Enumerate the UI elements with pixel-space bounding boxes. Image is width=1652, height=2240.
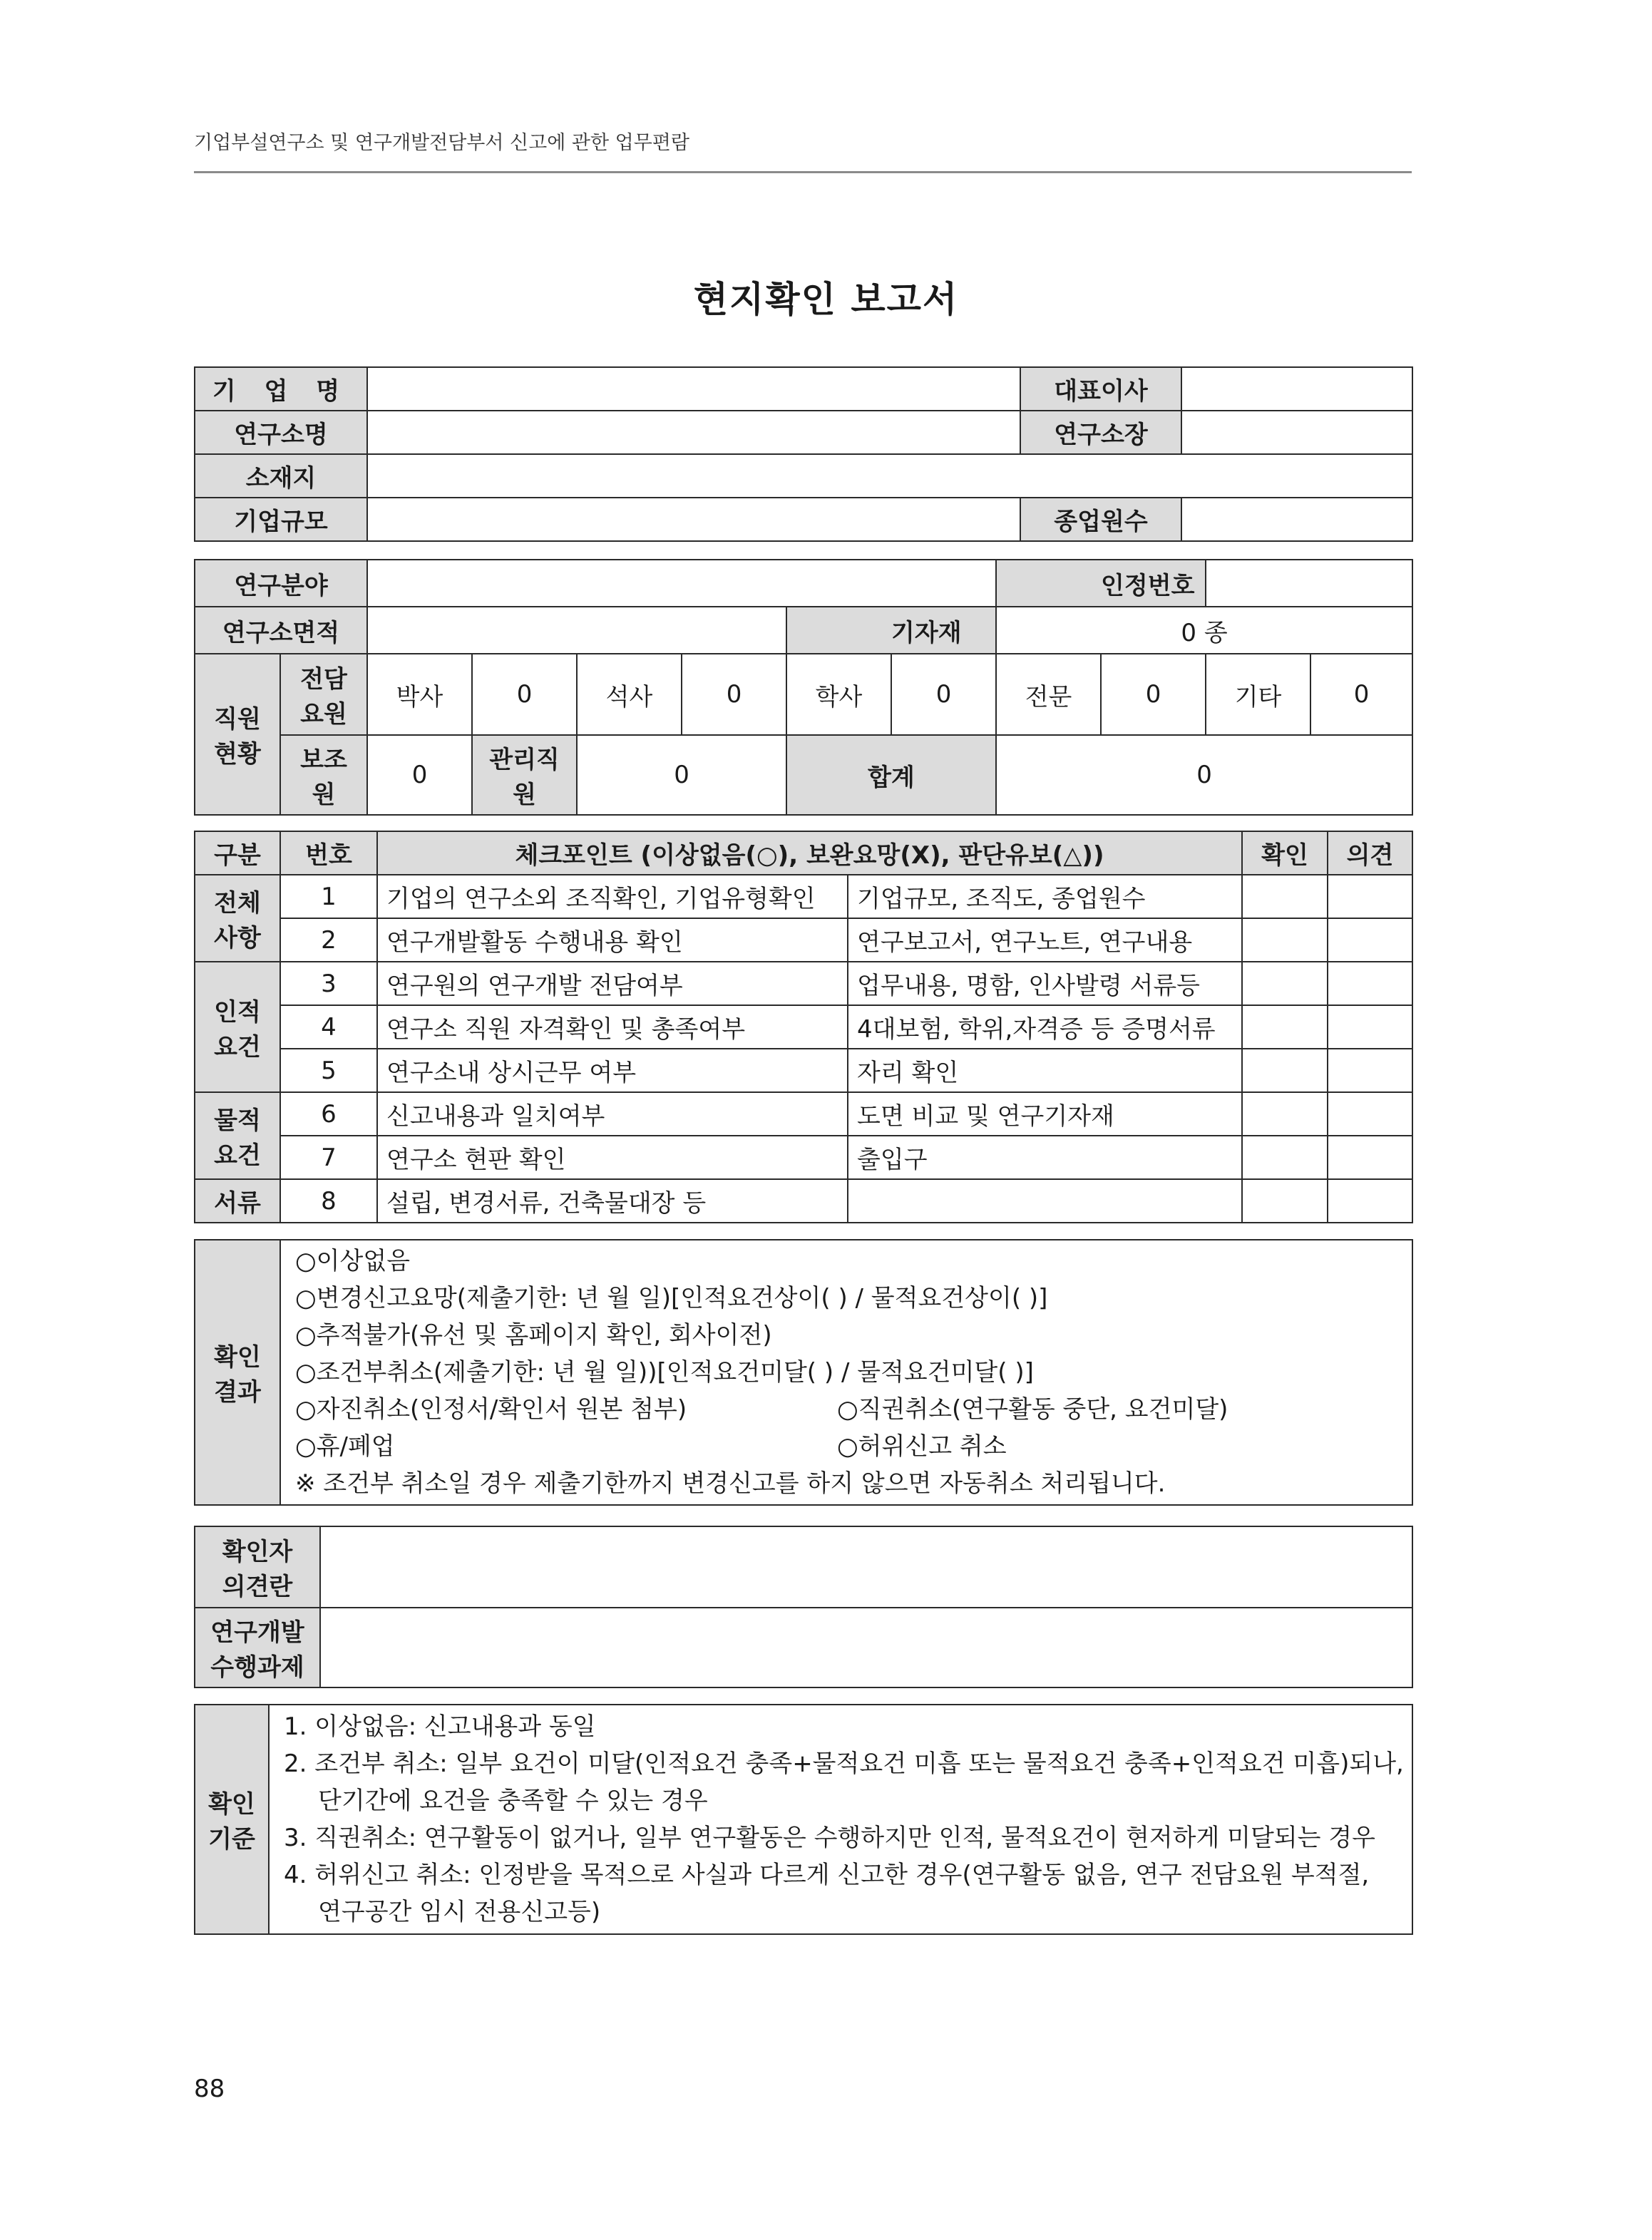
row-opinion-cell[interactable] (1328, 1092, 1412, 1136)
row-detail: 업무내용, 명함, 인사발령 서류등 (848, 962, 1242, 1005)
company-info-table (194, 366, 1413, 542)
category-personnel-line2: 요건 (214, 1032, 261, 1062)
rnd-label-line1: 연구개발 (210, 1618, 304, 1647)
criteria-list (269, 1705, 1412, 1934)
col-opinion: 의견 (1328, 831, 1412, 875)
criteria-item: 4. 허위신고 취소: 인정받을 목적으로 사실과 다르게 신고한 경우(연구활동 없음, 연구 전담요원 부적절, (284, 1861, 1370, 1889)
result-option-voluntary-cancel[interactable]: ○자진취소(인정서/확인서 원본 첨부) (295, 1395, 687, 1424)
result-option-change-required[interactable]: ○변경신고요망(제출기한: 년 월 일)[인적요건상이( ) / 물적요건상이( )] (295, 1284, 1048, 1312)
total-value: 0 (996, 735, 1412, 815)
equipment-label: 기자재 (891, 607, 996, 654)
bachelors-label: 학사 (786, 654, 891, 735)
row-item: 연구소 현판 확인 (377, 1136, 848, 1179)
table-row (195, 1179, 1412, 1223)
page-number: 88 (194, 2075, 225, 2103)
row-item: 설립, 변경서류, 건축물대장 등 (377, 1179, 848, 1223)
company-name-label: 기 업 명 (195, 367, 367, 411)
inspector-opinion-field[interactable] (320, 1526, 1412, 1608)
result-row-closure (295, 1428, 1403, 1465)
row-opinion-cell[interactable] (1328, 1049, 1412, 1092)
row-item: 연구원의 연구개발 전담여부 (377, 962, 848, 1005)
cert-no-value[interactable] (1206, 560, 1412, 607)
row-confirm-cell[interactable] (1242, 1005, 1328, 1049)
result-note: ※ 조건부 취소일 경우 제출기한까지 변경신고를 하지 않으면 자동취소 처리됩니다. (295, 1469, 1166, 1498)
criteria-label-line2: 기준 (208, 1825, 255, 1854)
cert-no-label: 인정번호 (1101, 560, 1206, 607)
rnd-task-label (195, 1608, 320, 1687)
row-confirm-cell[interactable] (1242, 875, 1328, 918)
row-detail: 연구보고서, 연구노트, 연구내용 (848, 918, 1242, 962)
cert-no-label-spacer (996, 560, 1101, 607)
staff-label-line2: 현황 (214, 740, 261, 769)
col-number: 번호 (280, 831, 377, 875)
bachelors-value: 0 (891, 654, 996, 735)
row-number: 6 (280, 1092, 377, 1136)
checklist-table (194, 831, 1413, 1223)
rnd-label-line2: 수행과제 (210, 1653, 304, 1682)
criteria-item: 2. 조건부 취소: 일부 요건이 미달(인적요건 충족+물적요건 미흡 또는 물적요건 충족+인적요건 미흡)되나, (284, 1750, 1404, 1778)
category-personnel-line1: 인적 (214, 997, 261, 1027)
location-label: 소재지 (195, 454, 367, 498)
admin-staff-label: 관리직원 (472, 735, 577, 815)
result-option-ex-officio-cancel[interactable]: ○직권취소(연구활동 중단, 요건미달) (837, 1395, 1228, 1424)
rnd-task-field[interactable] (320, 1608, 1412, 1687)
category-personnel (195, 962, 280, 1092)
category-general-line1: 전체 (214, 889, 261, 918)
admin-staff-value: 0 (577, 735, 786, 815)
row-confirm-cell[interactable] (1242, 918, 1328, 962)
result-label-line2: 결과 (214, 1378, 261, 1407)
company-size-label: 기업규모 (195, 498, 367, 541)
row-item: 기업의 연구소외 조직확인, 기업유형확인 (377, 875, 848, 918)
criteria-label (195, 1705, 269, 1934)
row-number: 5 (280, 1049, 377, 1092)
row-opinion-cell[interactable] (1328, 1179, 1412, 1223)
research-field-value[interactable] (367, 560, 996, 607)
table-row (195, 918, 1412, 962)
specialist-value: 0 (1101, 654, 1206, 735)
opinion-table (194, 1526, 1413, 1688)
employees-label: 종업원수 (1020, 498, 1181, 541)
row-item: 연구소 직원 자격확인 및 총족여부 (377, 1005, 848, 1049)
row-item: 신고내용과 일치여부 (377, 1092, 848, 1136)
location-field[interactable] (367, 454, 1412, 498)
running-header: 기업부설연구소 및 연구개발전담부서 신고에 관한 업무편람 (194, 132, 689, 154)
table-row (195, 962, 1412, 1005)
row-number: 7 (280, 1136, 377, 1179)
row-confirm-cell[interactable] (1242, 962, 1328, 1005)
other-value: 0 (1310, 654, 1412, 735)
category-physical (195, 1092, 280, 1179)
row-item: 연구개발활동 수행내용 확인 (377, 918, 848, 962)
row-detail: 4대보험, 학위,자격증 등 증명서류 (848, 1005, 1242, 1049)
table-row (195, 1136, 1412, 1179)
equipment-value: 0 종 (996, 607, 1412, 654)
dedicated-label-line2: 요원 (300, 700, 347, 729)
result-row-cancel (295, 1391, 1403, 1428)
phd-label: 박사 (367, 654, 472, 735)
dedicated-label-line1: 전담 (300, 665, 347, 694)
lab-head-label: 연구소장 (1020, 411, 1181, 454)
category-documents: 서류 (195, 1179, 280, 1223)
staff-status-label (195, 654, 280, 815)
result-option-untraceable[interactable]: ○추적불가(유선 및 홈페이지 확인, 회사이전) (295, 1321, 772, 1350)
criteria-item: 1. 이상없음: 신고내용과 동일 (284, 1712, 596, 1741)
phd-value: 0 (472, 654, 577, 735)
row-confirm-cell[interactable] (1242, 1136, 1328, 1179)
lab-name-label: 연구소명 (195, 411, 367, 454)
lab-area-value[interactable] (367, 607, 786, 654)
masters-label: 석사 (577, 654, 682, 735)
dedicated-staff-label (280, 654, 367, 735)
inspector-label-line2: 의견란 (222, 1573, 293, 1601)
page-title: 현지확인 보고서 (693, 279, 959, 320)
table-row (195, 1092, 1412, 1136)
row-detail (848, 1179, 1242, 1223)
result-label (195, 1240, 280, 1505)
row-number: 8 (280, 1179, 377, 1223)
row-item: 연구소내 상시근무 여부 (377, 1049, 848, 1092)
inspector-opinion-label (195, 1526, 320, 1608)
ceo-field[interactable] (1181, 367, 1412, 411)
table-row (195, 875, 1412, 918)
lab-head-field[interactable] (1181, 411, 1412, 454)
company-name-field[interactable] (367, 367, 1020, 411)
staff-label-line1: 직원 (214, 705, 261, 734)
col-checkpoints: 체크포인트 (이상없음(○), 보완요망(X), 판단유보(△)) (377, 831, 1242, 875)
col-category: 구분 (195, 831, 280, 875)
lab-name-field[interactable] (367, 411, 1020, 454)
col-confirm: 확인 (1242, 831, 1328, 875)
result-option-conditional-cancel[interactable]: ○조건부취소(제출기한: 년 월 일))[인적요건미달( ) / 물적요건미달( )] (295, 1358, 1034, 1387)
criteria-table (194, 1704, 1413, 1935)
row-detail: 도면 비교 및 연구기자재 (848, 1092, 1242, 1136)
category-physical-line2: 요건 (214, 1141, 261, 1170)
header-rule (194, 171, 1412, 173)
row-confirm-cell[interactable] (1242, 1092, 1328, 1136)
row-number: 2 (280, 918, 377, 962)
row-opinion-cell[interactable] (1328, 1136, 1412, 1179)
criteria-item-continued: 연구공간 임시 전용신고등) (318, 1898, 601, 1926)
ceo-label: 대표이사 (1020, 367, 1181, 411)
row-confirm-cell[interactable] (1242, 1049, 1328, 1092)
inspector-label-line1: 확인자 (222, 1538, 293, 1566)
result-label-line1: 확인 (214, 1343, 261, 1372)
row-opinion-cell[interactable] (1328, 1005, 1412, 1049)
specialist-label: 전문 (996, 654, 1101, 735)
category-general (195, 875, 280, 962)
assistant-label: 보조원 (280, 735, 367, 815)
result-option-no-issue[interactable]: ○이상없음 (295, 1247, 411, 1275)
equipment-label-spacer (786, 607, 891, 654)
row-opinion-cell[interactable] (1328, 875, 1412, 918)
row-confirm-cell[interactable] (1242, 1179, 1328, 1223)
row-number: 3 (280, 962, 377, 1005)
row-opinion-cell[interactable] (1328, 918, 1412, 962)
inspection-result-table (194, 1239, 1413, 1506)
assistant-value: 0 (367, 735, 472, 815)
criteria-label-line1: 확인 (208, 1790, 255, 1819)
criteria-item: 3. 직권취소: 연구활동이 없거나, 일부 연구활동은 수행하지만 인적, 물적요건이 현저하게 미달되는 경우 (284, 1824, 1375, 1852)
table-row (195, 1005, 1412, 1049)
row-number: 4 (280, 1005, 377, 1049)
research-info-table (194, 559, 1413, 816)
table-row (195, 1049, 1412, 1092)
research-field-label: 연구분야 (195, 560, 367, 607)
lab-area-label: 연구소면적 (195, 607, 367, 654)
company-size-field[interactable] (367, 498, 1020, 541)
other-label: 기타 (1206, 654, 1310, 735)
employees-field[interactable] (1181, 498, 1412, 541)
total-label: 합계 (786, 735, 996, 815)
row-opinion-cell[interactable] (1328, 962, 1412, 1005)
result-options (280, 1240, 1412, 1505)
result-option-false-report-cancel[interactable]: ○허위신고 취소 (837, 1432, 1007, 1461)
criteria-item-continued: 단기간에 요건을 충족할 수 있는 경우 (318, 1787, 708, 1815)
row-detail: 자리 확인 (848, 1049, 1242, 1092)
row-detail: 출입구 (848, 1136, 1242, 1179)
row-number: 1 (280, 875, 377, 918)
category-physical-line1: 물적 (214, 1106, 261, 1135)
masters-value: 0 (682, 654, 786, 735)
category-general-line2: 사항 (214, 924, 261, 952)
result-option-closure[interactable]: ○휴/폐업 (295, 1432, 395, 1461)
row-detail: 기업규모, 조직도, 종업원수 (848, 875, 1242, 918)
